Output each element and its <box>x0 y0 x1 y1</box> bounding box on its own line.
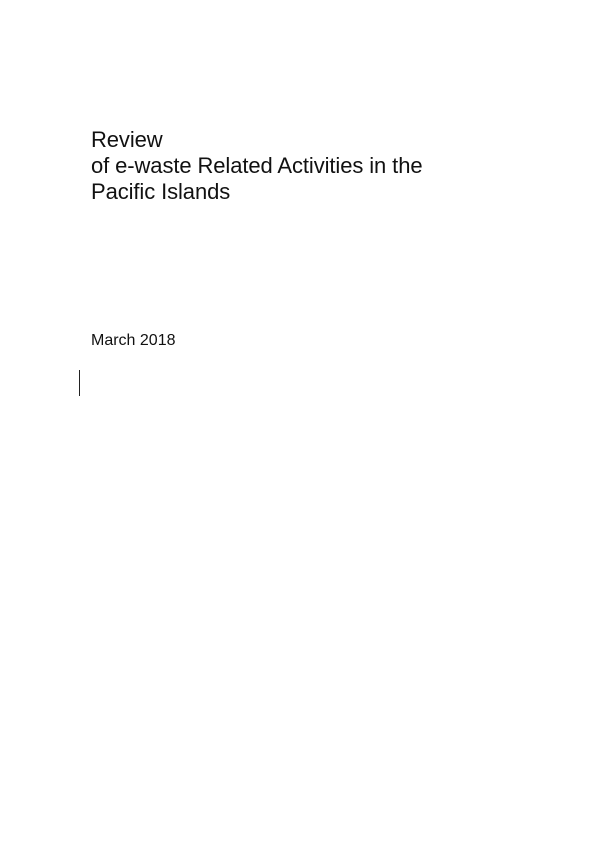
document-title <box>91 127 561 205</box>
publication-date: March 2018 <box>91 332 176 349</box>
text-cursor-mark <box>79 370 80 396</box>
title-line-3: Pacific Islands <box>91 179 231 204</box>
title-line-1: Review <box>91 127 163 152</box>
title-line-2: of e-waste Related Activities in the <box>91 153 423 178</box>
